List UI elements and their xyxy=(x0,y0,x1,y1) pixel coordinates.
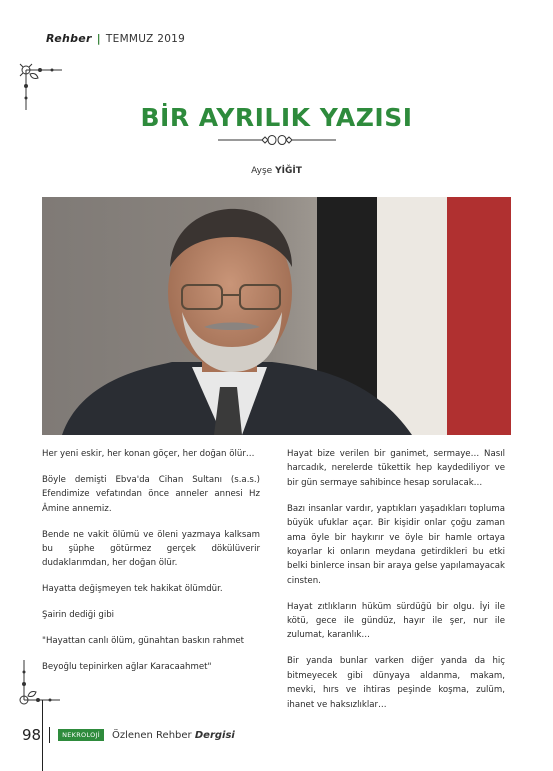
paragraph: Bir yanda bunlar varken diğer yanda da hiç bitmeyecek gibi dünyaya aldanma, makam, mevki, hırs ve ihtiras peşinde koşma, zulüm, ihanet ve haksızlıklar… xyxy=(287,656,505,710)
portrait-photo xyxy=(42,197,511,435)
header-separator: | xyxy=(96,32,101,45)
magazine-brand: Rehber xyxy=(46,32,92,45)
author-last-name: YİĞİT xyxy=(275,166,302,176)
paragraph: Hayat zıtlıkların hüküm sürdüğü bir olgu. İyi ile kötü, gece ile gündüz, hayır ile şer, nur ile zulumat, karanlık… xyxy=(287,601,505,641)
issue-date: TEMMUZ 2019 xyxy=(105,32,186,45)
author-byline xyxy=(0,166,553,176)
footer-divider xyxy=(49,727,50,743)
paragraph: Bende ne vakit ölümü ve öleni yazmaya kalksam bu şüphe götürmez gerçek dökülüverir dudaklarımdan, her doğan ölür. xyxy=(42,529,260,569)
paragraph: Bazı insanlar vardır, yaptıkları yaşadıkları topluma büyük ufuklar açar. Bir kişidir onlar çoğu zaman ama öyle bir haykırır ve öyle bir hamle ortaya koyarlar ki onların meydana getirdikleri bu etki belki binlerce insan bir araya gelse yapılamayacak cinsten. xyxy=(287,503,505,586)
corner-ornament-bottom-icon xyxy=(14,658,62,710)
author-first-name: Ayşe xyxy=(251,166,273,176)
page-number: 98 xyxy=(22,726,42,744)
poem-line: Beyoğlu tepinirken ağlar Karacaahmet" xyxy=(42,662,212,673)
paragraph: Şairin dediği gibi xyxy=(42,610,115,621)
paragraph: Böyle demişti Ebva'da Cihan Sultanı (s.a.s.) Efendimize vefatından önce anneler annesi Hz Âmine annemiz. xyxy=(42,474,260,514)
article-title: BİR AYRILIK YAZISI xyxy=(140,102,413,132)
page-footer xyxy=(22,726,235,744)
magazine-name-bold: Dergisi xyxy=(194,729,235,741)
magazine-name-regular: Özlenen Rehber xyxy=(112,729,192,741)
poem-line: "Hayattan canlı ölüm, günahtan baskın rahmet xyxy=(42,636,244,647)
paragraph: Hayat bize verilen bir ganimet, sermaye… Nasıl harcadık, nerelerde tükettik hep kaydediliyor ve bir gün sermaye sahibince hesap sorulacak… xyxy=(287,449,505,488)
magazine-name xyxy=(112,730,235,741)
left-text-column xyxy=(42,447,260,686)
paragraph: Her yeni eskir, her konan göçer, her doğan ölür… xyxy=(42,449,255,459)
right-text-column xyxy=(287,447,505,724)
page-header xyxy=(46,32,185,45)
paragraph: Hayatta değişmeyen tek hakikat ölümdür. xyxy=(42,584,223,595)
section-tag: NEKROLOJİ xyxy=(58,729,104,741)
title-divider-ornament-icon xyxy=(218,133,336,147)
